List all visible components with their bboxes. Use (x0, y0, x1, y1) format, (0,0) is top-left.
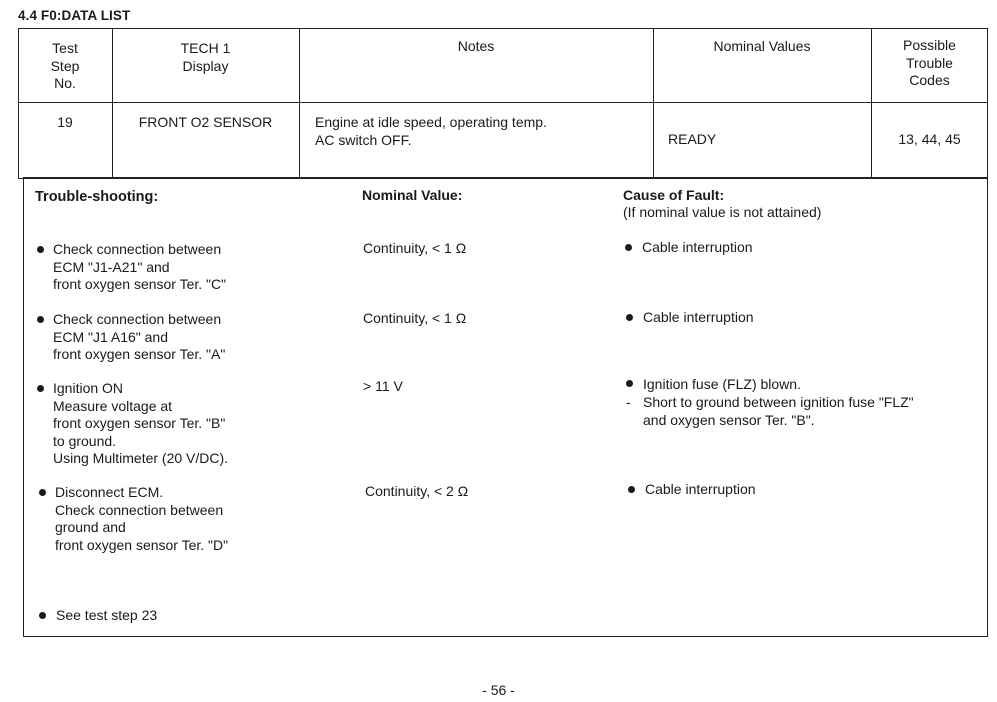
cause-item-3: Ignition fuse (FLZ) blown. (643, 376, 801, 392)
cause-of-fault-heading: Cause of Fault: (623, 187, 725, 203)
header-notes: Notes (457, 38, 495, 54)
check-item-2: Check connection between ECM "J1 A16" and front oxygen sensor Ter. "A" (53, 311, 226, 362)
row-notes: Engine at idle speed, operating temp. AC switch OFF. (315, 114, 547, 148)
bullet-icon (625, 244, 632, 251)
dash-icon: - (626, 394, 631, 410)
header-test-step: Test Step No. (50, 40, 80, 91)
bullet-icon (37, 246, 44, 253)
row-nominal-value: READY (668, 131, 717, 147)
nominal-item-3: > 11 V (363, 378, 403, 394)
troubleshooting-heading: Trouble-shooting: (35, 189, 159, 205)
check-item-4: Disconnect ECM. Check connection between ground and front oxygen sensor Ter. "D" (55, 484, 229, 553)
cause-item-2: Cable interruption (643, 309, 754, 325)
check-item-5: See test step 23 (56, 607, 158, 623)
bullet-icon (39, 612, 46, 619)
bullet-icon (626, 380, 633, 387)
nominal-value-heading: Nominal Value: (362, 187, 463, 203)
header-possible-trouble-codes: Possible Trouble Codes (903, 37, 956, 88)
bullet-icon (626, 314, 633, 321)
row-tech1-display: FRONT O2 SENSOR (138, 114, 273, 130)
row-test-step: 19 (57, 114, 73, 130)
page-number: - 56 - (482, 682, 515, 698)
nominal-item-1: Continuity, < 1 Ω (363, 240, 467, 256)
header-nominal-values: Nominal Values (713, 38, 811, 54)
nominal-item-2: Continuity, < 1 Ω (363, 310, 467, 326)
bullet-icon (628, 486, 635, 493)
nominal-item-4: Continuity, < 2 Ω (365, 483, 469, 499)
bullet-icon (39, 489, 46, 496)
cause-item-3-extra: Short to ground between ignition fuse "FLZ" and oxygen sensor Ter. "B". (643, 394, 914, 428)
bullet-icon (37, 385, 44, 392)
header-tech1-display: TECH 1 Display (180, 40, 231, 74)
cause-of-fault-subheading: (If nominal value is not attained) (623, 204, 822, 220)
table-header-divider (18, 102, 988, 103)
cause-item-1: Cable interruption (642, 239, 753, 255)
section-title: 4.4 F0:DATA LIST (18, 8, 131, 23)
check-item-3: Ignition ON Measure voltage at front oxygen sensor Ter. "B" to ground. Using Multimeter (20 V/DC). (53, 380, 229, 466)
row-trouble-codes: 13, 44, 45 (898, 131, 961, 147)
cause-item-4: Cable interruption (645, 481, 756, 497)
check-item-1: Check connection between ECM "J1-A21" and front oxygen sensor Ter. "C" (53, 241, 227, 292)
bullet-icon (37, 316, 44, 323)
